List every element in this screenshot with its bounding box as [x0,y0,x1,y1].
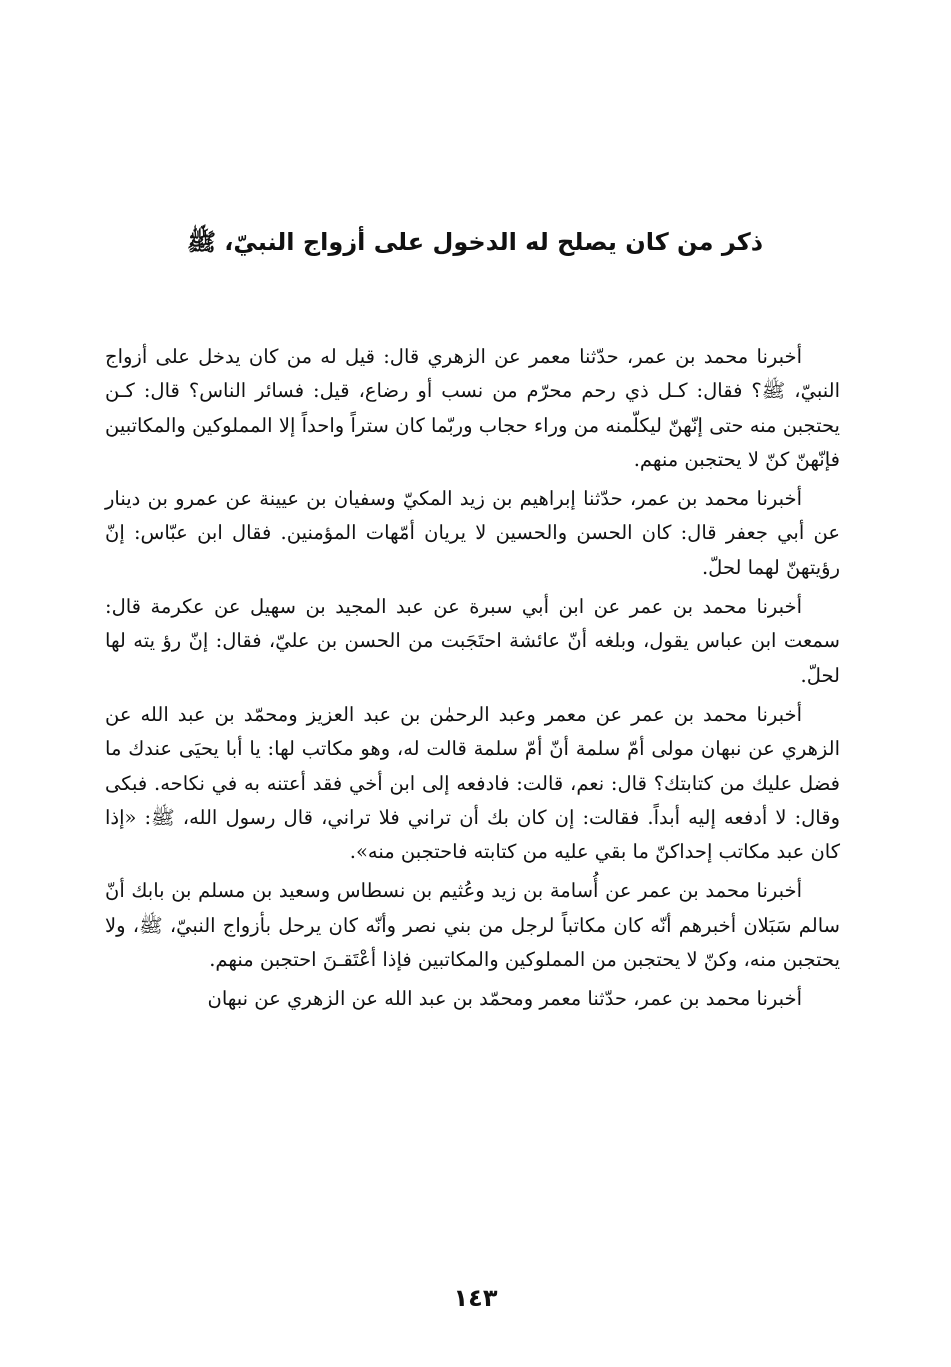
paragraph: أخبرنا محمد بن عمر، حدّثنا معمر ومحمّد بن عبد الله عن الزهري عن نبهان [207,987,802,1011]
paragraph: أخبرنا محمد بن عمر عن ابن أبي سبرة عن عبد المجيد بن سهيل عن عكرمة قال: سمعت ابن عباس يقول، وبلغه أنّ عائشة احتَجَبت من الحسن بن عليّ، فقال: إنّ رؤ يته لها لحلّ. [105,595,840,687]
paragraph: أخبرنا محمد بن عمر، حدّثنا معمر عن الزهري قال: قيل له من كان يدخل على أزواج النبيّ، ﷺ؟ فقال: كـل ذي رحم محرّم من نسب أو رضاع، قيل: فسائر الناس؟ قال: كـن يحتجبن منه حتى إنّهنّ ليكلّمنه من وراء حجاب وربّما كان ستراً واحداً إلا المملوكين والمكاتبين فإنّهنّ كنّ لا يحتجبن منهم. [105,345,840,471]
body-text [105,340,840,1022]
paragraph: أخبرنا محمد بن عمر عن معمر وعبد الرحمٰن بن عبد العزيز ومحمّد بن عبد الله عن الزهري عن نبهان مولى أمّ سلمة أنّ أمّ سلمة قالت له، وهو مكاتب لها: يا أبا يحيَى عندك ما فضل عليك من كتابتك؟ قال: نعم، قالت: فادفعه إلى ابن أخي فقد أعتنه به في نكاحه. فبكى وقال: لا أدفعه إليه أبداً. فقالت: إن كان بك أن تراني فلا تراني، قال رسول الله، ﷺ: «إذا كان عبد مكاتب إحداكنّ ما بقي عليه من كتابته فاحتجبن منه». [105,702,840,864]
chapter-heading: ذكر من كان يصلح له الدخول على أزواج النبيّ، ﷺ [186,228,764,256]
paragraph: أخبرنا محمد بن عمر عن أُسامة بن زيد وعُثيم بن نسطاس وسعيد بن مسلم بن بابك أنّ سالم سَبَلان أخبرهم أنّه كان مكاتباً لرجل من بني نصر وأنّه كان يرحل بأزواج النبيّ، ﷺ، ولا يحتجبن منه، وكنّ لا يحتجبن من المملوكين والمكاتبين فإذا أعْتَقـنَ احتجبن منهم. [105,879,840,972]
page-number: ١٤٣ [453,1284,498,1312]
paragraph: أخبرنا محمد بن عمر، حدّثنا إبراهيم بن زيد المكيّ وسفيان بن عيينة عن عمرو بن دينار عن أبي جعفر قال: كان الحسن والحسين لا يريان أمّهات المؤمنين. فقال ابن عبّاس: إنّ رؤيتهنّ لهما لحلّ. [105,487,840,579]
